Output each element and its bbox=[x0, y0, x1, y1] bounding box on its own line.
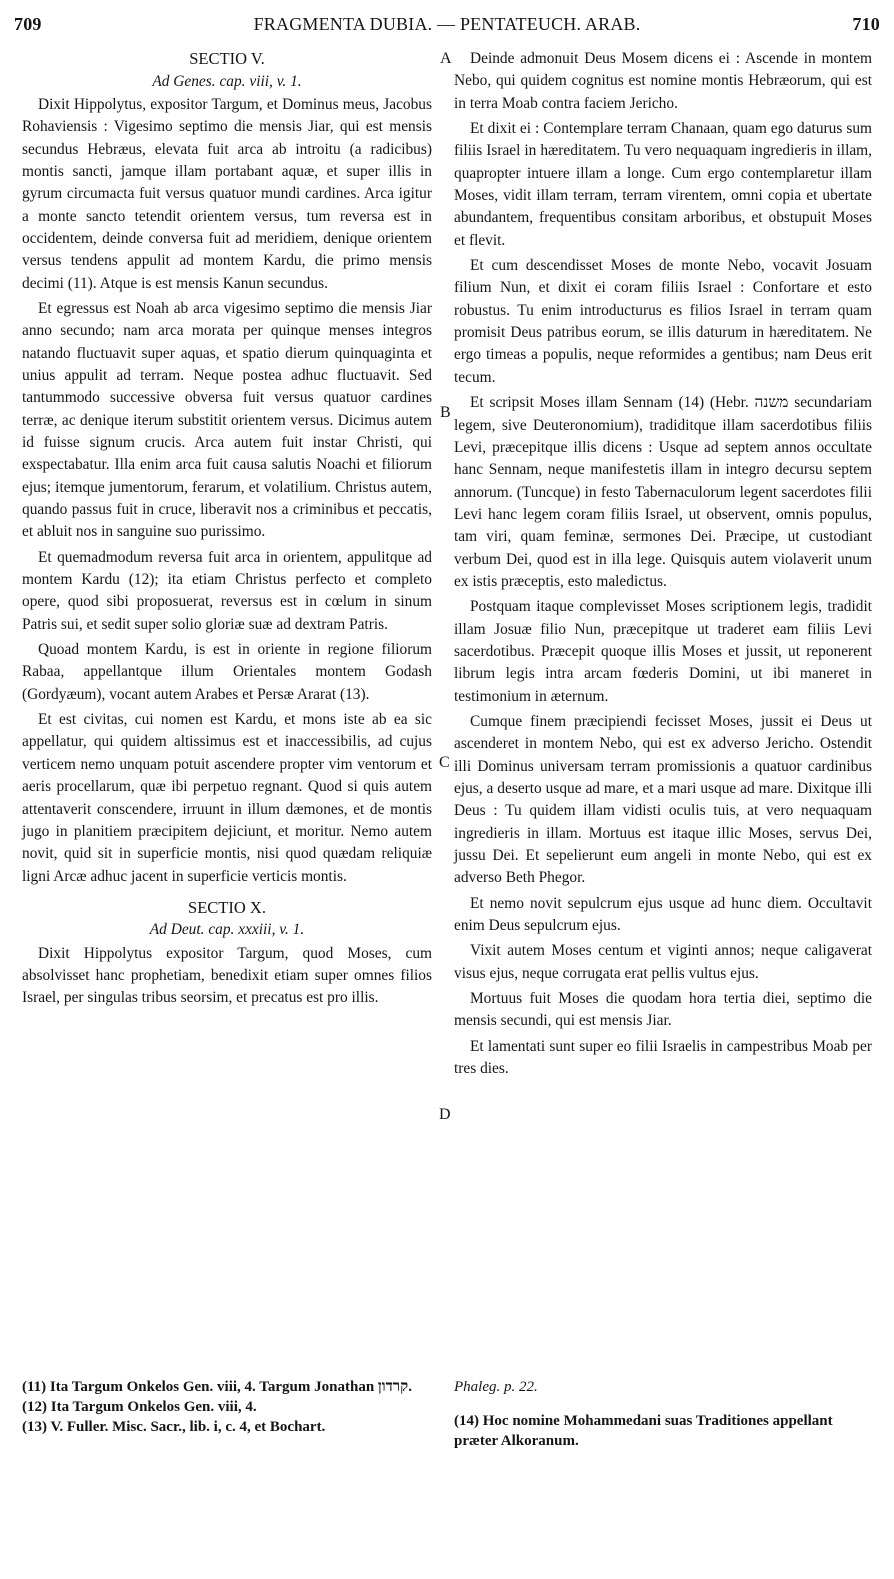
paragraph: Quoad montem Kardu, is est in oriente in regione filiorum Rabaa, appellantque illum Orientales montem Godash (Gordyæum), vocant autem Arabes et Persæ Ararat (13). bbox=[22, 641, 432, 703]
running-title: FRAGMENTA DUBIA. — PENTATEUCH. ARAB. bbox=[253, 14, 641, 34]
paragraph: Et dixit ei : Contemplare terram Chanaan, quam ego daturus sum filiis Israel in hæreditatem. Tu vero nequaquam ingredieris in illam, quapropter intuere illam a longe. Cum ergo contemplaretur illam Moses, vidit illam terram, terram virentem, omni copia et ubertate abundantem, frequentibus consitam arboribus, et obstupuit Moses et flevit. bbox=[454, 120, 872, 249]
paragraph: Dixit Hippolytus, expositor Targum, et Dominus meus, Jacobus Rohaviensis : Vigesimo septimo die mensis Jiar, qui est mensis secundus Hebræus, elevata fuit arca ab introitu (a radicibus) montis sancti, jamque illam portabant aquæ, et super illis in gyrum circumacta fuit versus quatuor mundi cardines. Arca igitur a monte sancto tetendit orientem versus, tum reversa est in occidentem, deinde conversa fuit ad meridiem, denique orientem versus tendens appulit ad montem Kardu, die primo mensis decimi (11). Atque is est mensis Kanun secundus. bbox=[22, 95, 432, 292]
footnote-continuation: Phaleg. p. 22. bbox=[454, 1379, 538, 1395]
paragraph: Et scripsit Moses illam Sennam (14) (Hebr. משנה secundariam legem, sive Deuteronomium), tradiditque illam sacerdotibus filiis Levi, præcepitque illis dicens : Usque ad septem annos occultate hanc Sennam, neque manifestetis illam in integro decursu septem annorum. (Tuncque) in festo Tabernaculorum legent sacerdotes filii Levi hanc legem coram filiis Israel, ut observent, omnis populus, tam viri, quam feminæ, sermones Dei. Præcipe, ut custodiant verbum Dei, quod est in illa lege. Quisquis autem violaverit unum ex istis præceptis, esto maledictus. bbox=[454, 394, 872, 590]
page-number-right: 710 bbox=[852, 14, 880, 34]
paragraph: Et quemadmodum reversa fuit arca in orientem, appulitque ad montem Kardu (12); ita etiam Christus perfecto et completo opere, quod sibi proposuerat, reversus est in cœlum in sinum Patris sui, et sedit super solio gloriæ suæ ad dextram Patris. bbox=[22, 548, 432, 633]
footnote: (13) V. Fuller. Misc. Sacr., lib. i, c. 4, et Bochart. bbox=[22, 1419, 326, 1435]
section-subheading: Ad Genes. cap. viii, v. 1. bbox=[152, 72, 302, 90]
footnote: (12) Ita Targum Onkelos Gen. viii, 4. bbox=[22, 1399, 257, 1415]
paragraph: Vixit autem Moses centum et viginti annos; neque caligaverat visus ejus, neque corrugata erat pellis vultus ejus. bbox=[454, 942, 872, 982]
footnotes-left bbox=[22, 1377, 432, 1437]
paragraph: Postquam itaque complevisset Moses scriptionem legis, tradidit illam Josuæ filio Nun, præcepitque ut traderet eam filiis Levi sacerdotibus. Præcepit quoque illis Moses et jussit, ut reponerent librum legis intra arcam fœderis Domini, ut ibi maneret in testimonium in æternum. bbox=[454, 598, 872, 705]
left-column bbox=[22, 48, 432, 1013]
paragraph: Dixit Hippolytus expositor Targum, quod Moses, cum absolvisset hanc prophetiam, benedixit etiam super omnes filios Israel, per singulas tribus seorsim, et precatus est pro illis. bbox=[22, 944, 432, 1007]
paragraph: Mortuus fuit Moses die quodam hora tertia diei, septimo die mensis secundi, qui est mensis Jiar. bbox=[454, 990, 872, 1030]
section-heading: SECTIO X. bbox=[188, 897, 266, 917]
footnote: (11) Ita Targum Onkelos Gen. viii, 4. Targum Jonathan קרדון. bbox=[22, 1379, 412, 1395]
paragraph: Deinde admonuit Deus Mosem dicens ei : Ascende in montem Nebo, qui quidem cognitus est nomine montis Hebræorum, qui est in terra Moab contra faciem Jericho. bbox=[454, 50, 872, 112]
page-number-left: 709 bbox=[14, 14, 42, 34]
margin-letter-a: A bbox=[440, 50, 452, 67]
footnote: (14) Hoc nomine Mohammedani suas Traditiones appellant præter Alkoranum. bbox=[454, 1413, 833, 1449]
footnotes-right bbox=[454, 1377, 872, 1451]
paragraph: Et egressus est Noah ab arca vigesimo septimo die mensis Jiar anno secundo; nam arca morata per quinque menses integros natando fluctuavit super aquas, et spatio dierum quinquaginta et unius appulit ad terram. Neque postea adhuc fluctuavit. Sed tantummodo successive obversa fuit versus quatuor cardines terræ, ac denique iterum substitit orientem versus. Dicimus autem id fuisse signum crucis. Arca autem fuit instar Christi, qui exspectabatur. Illa enim arca fuit causa salutis Noachi et filiorum ejus; itemque jumentorum, ferarum, et volatilium. Christus autem, quando passus fuit in cruce, liberavit nos a criminibus et peccatis, et abluit nos in sanguine suo purissimo. bbox=[22, 299, 432, 541]
paragraph: Cumque finem præcipiendi fecisset Moses, jussit ei Deus ut ascenderet in montem Nebo, qui est ex adverso Jericho. Ostendit illi Dominus universam terram promissionis a quatuor cardinibus ejus, a deserto usque ad mare, et a mari usque ad mare. Dixitque illi Deus : Tu quidem illam vidisti oculis tuis, at vero nequaquam ingredieris in illam. Mortuus est itaque illic Moses, servus Dei, jussu Dei. Et sepelierunt eum angeli in monte Nebo, qui est ex adverso Beth Phegor. bbox=[454, 712, 872, 887]
margin-letter-d: D bbox=[439, 1106, 451, 1123]
margin-letter-c: C bbox=[439, 754, 450, 771]
margin-letter-b: B bbox=[440, 404, 451, 421]
page-header bbox=[14, 14, 880, 38]
section-heading: SECTIO V. bbox=[189, 49, 265, 68]
paragraph: Et lamentati sunt super eo filii Israelis in campestribus Moab per tres dies. bbox=[454, 1037, 872, 1078]
paragraph: Et cum descendisset Moses de monte Nebo, vocavit Josuam filium Nun, et dixit ei coram filiis Israel : Confortare et esto robustus. Tu enim introducturus es filios Israel in terram quam promisit Deus patribus eorum, se illis daturum in hæreditatem. Ne ergo timeas a populis, neque reformides a gentibus; nam Deus erit tecum. bbox=[454, 257, 872, 386]
paragraph: Et est civitas, cui nomen est Kardu, et mons iste ab ea sic appellatur, qui quidem altissimus est et inaccessibilis, ad cujus verticem nemo unquam potuit ascendere propter vim ventorum et aeris procellarum, quæ ibi perpetuo regnant. Quod si quis autem attentaverit conscendere, irruunt in illum dæmones, et de montis jugo in planitiem præcipitem dejiciunt, et moritur. Nemo autem novit, quid sit in superficie montis, nisi quod quædam reliquiæ ligni Arcæ adhuc jacent in superficie verticis montis. bbox=[22, 711, 432, 885]
right-column bbox=[454, 48, 872, 1083]
paragraph: Et nemo novit sepulcrum ejus usque ad hunc diem. Occultavit enim Deus sepulcrum ejus. bbox=[454, 894, 872, 935]
section-subheading: Ad Deut. cap. xxxiii, v. 1. bbox=[149, 921, 305, 939]
